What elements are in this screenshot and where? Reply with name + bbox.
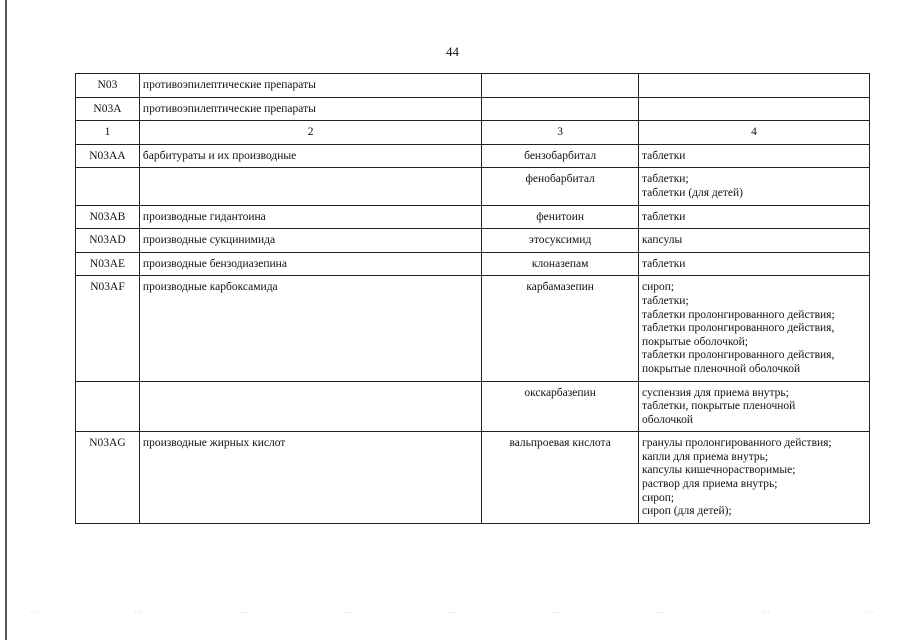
- drug-name-cell: этосуксимид: [482, 229, 639, 253]
- dosage-form-line: таблетки;: [642, 294, 689, 307]
- footer-mark: ...: [448, 607, 457, 615]
- dosage-form-cell: [639, 97, 870, 121]
- atc-code-cell: N03AF: [76, 276, 140, 381]
- atc-code-cell: N03AA: [76, 144, 140, 168]
- footer-marks: [30, 607, 875, 615]
- column-number: 1: [76, 121, 140, 145]
- dosage-form-line: таблетки (для детей): [642, 186, 743, 199]
- table-row: [76, 168, 870, 205]
- dosage-form-line: сироп;: [642, 281, 675, 294]
- atc-code-cell: N03AB: [76, 205, 140, 229]
- drug-name-cell: бензобарбитал: [482, 144, 639, 168]
- dosage-form-line: таблетки, покрытые пленочной: [642, 400, 796, 413]
- group-name-cell: производные карбоксамида: [139, 276, 481, 381]
- dosage-form-line: капли для приема внутрь;: [642, 450, 769, 463]
- drug-name-cell: [482, 74, 639, 98]
- drug-name-cell: фенобарбитал: [482, 168, 639, 205]
- table-row: [76, 97, 870, 121]
- dosage-form-cell: [639, 381, 870, 432]
- atc-code-cell: N03AD: [76, 229, 140, 253]
- dosage-form-cell: [639, 229, 870, 253]
- drug-name-cell: фенитоин: [482, 205, 639, 229]
- table-row: [76, 432, 870, 524]
- dosage-form-cell: [639, 74, 870, 98]
- dosage-form-line: таблетки;: [642, 173, 689, 186]
- dosage-form-line: таблетки пролонгированного действия,: [642, 322, 835, 335]
- group-name-cell: [139, 381, 481, 432]
- dosage-form-line: таблетки пролонгированного действия;: [642, 308, 835, 321]
- dosage-form-line: сироп;: [642, 491, 675, 504]
- atc-code-cell: [76, 168, 140, 205]
- footer-mark: ...: [134, 607, 143, 615]
- column-number: 2: [139, 121, 481, 145]
- group-name-cell: производные гидантоина: [139, 205, 481, 229]
- drug-name-cell: [482, 97, 639, 121]
- page-edge: [5, 0, 7, 640]
- atc-code-cell: N03AE: [76, 252, 140, 276]
- page-number: 44: [446, 44, 459, 59]
- group-name-cell: противоэпилептические препараты: [139, 74, 481, 98]
- footer-mark: ...: [762, 607, 771, 615]
- column-number: 3: [482, 121, 639, 145]
- footer-mark: ...: [657, 607, 666, 615]
- group-name-cell: [139, 168, 481, 205]
- footer-mark: ...: [239, 607, 248, 615]
- dosage-form-cell: [639, 432, 870, 524]
- dosage-form-line: гранулы пролонгированного действия;: [642, 437, 832, 450]
- group-name-cell: барбитураты и их производные: [139, 144, 481, 168]
- table-row: [76, 276, 870, 381]
- group-name-cell: противоэпилептические препараты: [139, 97, 481, 121]
- dosage-form-cell: [639, 276, 870, 381]
- table-row: [76, 205, 870, 229]
- footer-mark: ...: [552, 607, 562, 615]
- dosage-form-cell: [639, 168, 870, 205]
- dosage-form-line: капсулы: [642, 234, 683, 247]
- dosage-form-line: таблетки: [642, 257, 686, 270]
- dosage-form-line: суспензия для приема внутрь;: [642, 386, 789, 399]
- atc-code-cell: [76, 381, 140, 432]
- atc-code-cell: N03A: [76, 97, 140, 121]
- column-number-row: [76, 121, 870, 145]
- column-number: 4: [639, 121, 870, 145]
- atc-code-cell: N03: [76, 74, 140, 98]
- dosage-form-cell: [639, 205, 870, 229]
- table-row: [76, 74, 870, 98]
- drug-name-cell: карбамазепин: [482, 276, 639, 381]
- group-name-cell: производные жирных кислот: [139, 432, 481, 524]
- dosage-form-line: капсулы кишечнорастворимые;: [642, 464, 796, 477]
- dosage-form-line: таблетки: [642, 210, 686, 223]
- dosage-form-line: сироп (для детей);: [642, 505, 732, 518]
- table-row: [76, 229, 870, 253]
- atc-code-cell: N03AG: [76, 432, 140, 524]
- drug-table: [75, 73, 870, 524]
- group-name-cell: производные бензодиазепина: [139, 252, 481, 276]
- dosage-form-line: таблетки: [642, 149, 686, 162]
- footer-mark: ...: [30, 607, 39, 615]
- drug-name-cell: окскарбазепин: [482, 381, 639, 432]
- dosage-form-line: оболочкой: [642, 413, 694, 426]
- dosage-form-line: покрытые пленочной оболочкой: [642, 362, 801, 375]
- table-row: [76, 381, 870, 432]
- footer-mark: ...: [343, 607, 353, 615]
- drug-name-cell: вальпроевая кислота: [482, 432, 639, 524]
- group-name-cell: производные сукцинимида: [139, 229, 481, 253]
- table-row: [76, 252, 870, 276]
- footer-mark: ...: [866, 607, 875, 615]
- dosage-form-line: таблетки пролонгированного действия,: [642, 349, 835, 362]
- drug-name-cell: клоназепам: [482, 252, 639, 276]
- table-row: [76, 144, 870, 168]
- dosage-form-cell: [639, 252, 870, 276]
- dosage-form-cell: [639, 144, 870, 168]
- dosage-form-line: покрытые оболочкой;: [642, 335, 748, 348]
- dosage-form-line: раствор для приема внутрь;: [642, 478, 778, 491]
